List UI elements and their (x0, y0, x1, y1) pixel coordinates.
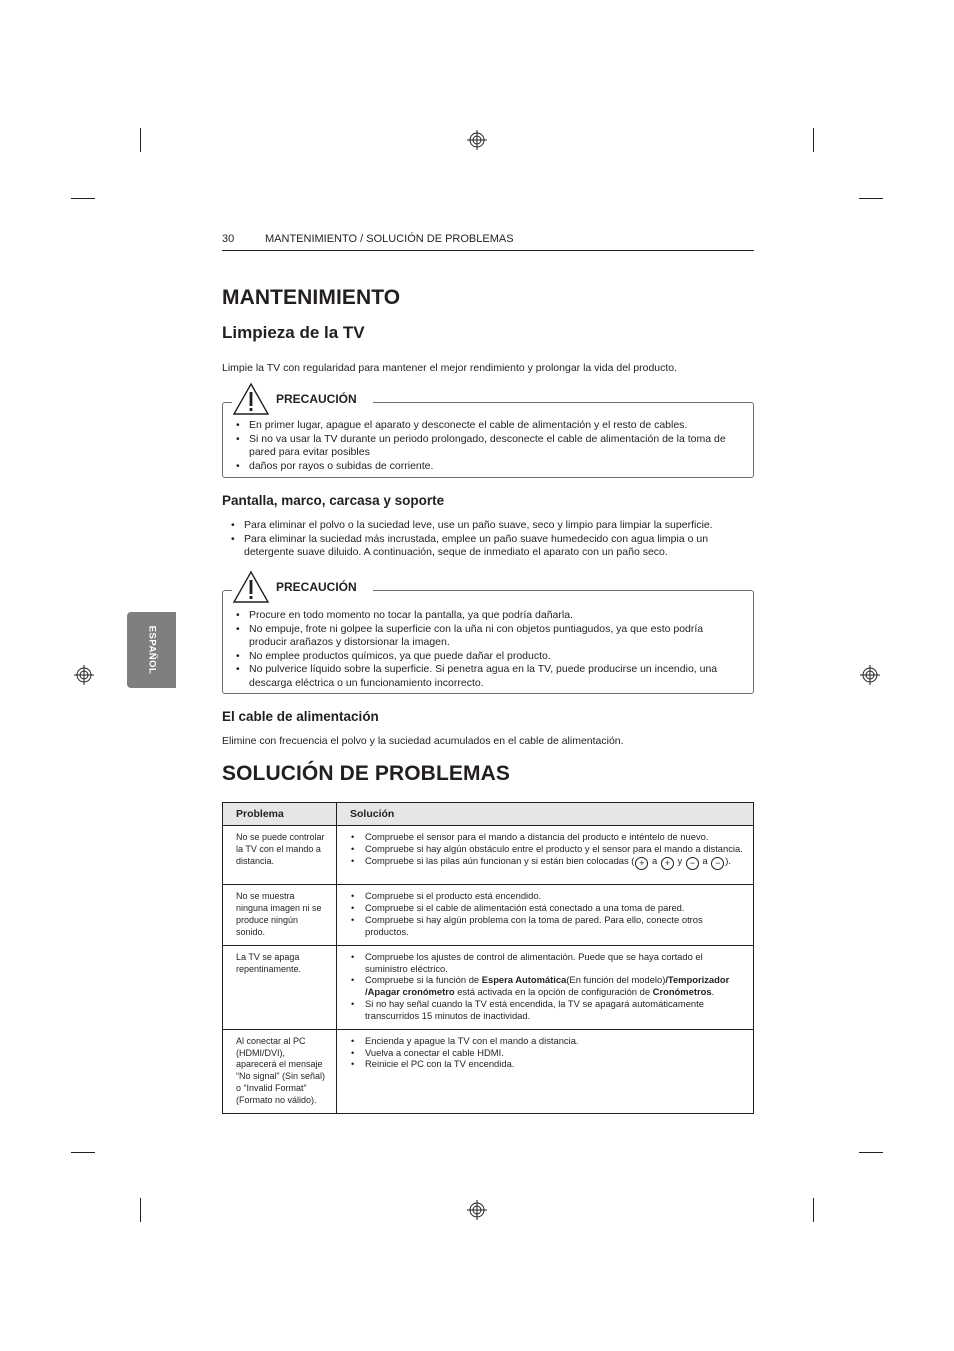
language-tab (127, 612, 176, 688)
list-item: • Compruebe el sensor para el mando a distancia del producto e inténtelo de nuevo. (351, 831, 743, 843)
list-item: • Para eliminar la suciedad más incrustada, emplee un paño suave humedecido con agua limpia o un detergente suave diluido. A continuación, seque de inmediato el aparato con un paño seco. (231, 533, 751, 560)
list-item: • Para eliminar el polvo o la suciedad leve, use un paño suave, seco y limpio para limpiar la superficie. (231, 519, 751, 533)
list-item: • Compruebe si el producto está encendido. (351, 890, 743, 902)
list-item: • Compruebe si las pilas aún funcionan y si están bien colocadas ( + a + y − a − ). (351, 855, 743, 870)
section-title-troubleshooting: SOLUCIÓN DE PROBLEMAS (222, 762, 510, 785)
subsection-title-screen: Pantalla, marco, carcasa y soporte (222, 493, 445, 508)
warning-icon (232, 382, 270, 416)
list-item: • Encienda y apague la TV con el mando a distancia. (351, 1035, 743, 1047)
crop-mark (71, 198, 95, 199)
table-row (223, 1029, 754, 1113)
minus-circle-icon: − (686, 857, 699, 870)
list-item: • Procure en todo momento no tocar la pantalla, ya que podría dañarla. (236, 609, 736, 623)
table-header-row (223, 803, 754, 826)
crop-mark (859, 198, 883, 199)
caution-label: PRECAUCIÓN (276, 580, 357, 594)
crop-mark (71, 1152, 95, 1153)
section-title-maintenance: MANTENIMIENTO (222, 286, 401, 309)
problem-cell: No se puede controlar la TV con el mando a distancia. (223, 826, 337, 885)
list-item: • No emplee productos químicos, ya que puede dañar el producto. (236, 650, 736, 664)
troubleshooting-table (222, 802, 754, 1114)
minus-circle-icon: − (711, 857, 724, 870)
list-item: • Si no va usar la TV durante un periodo prolongado, desconecte el cable de alimentación de la toma de pared para evitar posibles (236, 433, 736, 460)
crop-mark (813, 128, 814, 152)
list-item: • Compruebe si hay algún problema con la toma de pared. Para ello, conecte otros productos. (351, 914, 743, 938)
language-tab-label: ESPAÑOL (146, 625, 157, 675)
page-number: 30 (222, 233, 235, 245)
solution-cell (337, 945, 754, 1029)
running-header: MANTENIMIENTO / SOLUCIÓN DE PROBLEMAS (265, 233, 514, 245)
subsection-title-cable: El cable de alimentación (222, 709, 379, 724)
cleaning-intro: Limpie la TV con regularidad para mantener el mejor rendimiento y prolongar la vida del producto. (222, 362, 678, 374)
registration-mark-icon (860, 665, 880, 685)
caution-list (236, 419, 736, 473)
column-header-solution: Solución (337, 803, 754, 826)
problem-cell: No se muestra ninguna imagen ni se produce ningún sonido. (223, 885, 337, 946)
subsection-title-cleaning: Limpieza de la TV (222, 323, 365, 342)
registration-mark-icon (467, 1200, 487, 1220)
crop-mark (859, 1152, 883, 1153)
problem-cell: Al conectar al PC (HDMI/DVI), aparecerá el mensaje “No signal” (Sin señal) o “Invalid Format” (Formato no válido). (223, 1029, 337, 1113)
table-row (223, 885, 754, 946)
caution-header (232, 570, 373, 604)
problem-cell: La TV se apaga repentinamente. (223, 945, 337, 1029)
caution-label: PRECAUCIÓN (276, 392, 357, 406)
crop-mark (140, 128, 141, 152)
list-item: • Compruebe si hay algún obstáculo entre el producto y el sensor para el mando a distancia. (351, 843, 743, 855)
registration-mark-icon (467, 130, 487, 150)
plus-circle-icon: + (635, 857, 648, 870)
list-item: • Compruebe si la función de Espera Automática(En función del modelo)/Temporizador /Apagar cronómetro está activada en la opción de configuración de Cronómetros. (351, 974, 743, 998)
list-item: • En primer lugar, apague el aparato y desconecte el cable de alimentación y el resto de cables. (236, 419, 736, 433)
crop-mark (140, 1198, 141, 1222)
list-item: • daños por rayos o subidas de corriente. (236, 460, 736, 474)
list-item: • No empuje, frote ni golpee la superficie con la uña ni con objetos puntiagudos, ya que esto podría producir arañazos y distorsionar la imagen. (236, 623, 736, 650)
caution-list (236, 609, 736, 690)
warning-icon (232, 570, 270, 604)
caution-header (232, 382, 373, 416)
list-item: • Si no hay señal cuando la TV está encendida, la TV se apagará automáticamente transcurridos 15 minutos de inactividad. (351, 998, 743, 1022)
list-item: • Vuelva a conectar el cable HDMI. (351, 1047, 743, 1059)
table-row (223, 826, 754, 885)
column-header-problem: Problema (223, 803, 337, 826)
caution-box (222, 590, 754, 694)
list-item: • Compruebe los ajustes de control de alimentación. Puede que se haya cortado el suministro eléctrico. (351, 951, 743, 975)
solution-cell (337, 826, 754, 885)
list-item: • No pulverice líquido sobre la superficie. Si penetra agua en la TV, puede producirse un incendio, una descarga eléctrica o un funcionamiento incorrecto. (236, 663, 736, 690)
list-item: • Reinicie el PC con la TV encendida. (351, 1058, 743, 1070)
header-rule (222, 250, 754, 251)
crop-mark (813, 1198, 814, 1222)
solution-cell (337, 1029, 754, 1113)
screen-care-list (231, 519, 751, 560)
list-item: • Compruebe si el cable de alimentación está conectado a una toma de pared. (351, 902, 743, 914)
solution-cell (337, 885, 754, 946)
plus-circle-icon: + (661, 857, 674, 870)
registration-mark-icon (74, 665, 94, 685)
table-row (223, 945, 754, 1029)
cable-text: Elimine con frecuencia el polvo y la suciedad acumulados en el cable de alimentación. (222, 735, 624, 747)
